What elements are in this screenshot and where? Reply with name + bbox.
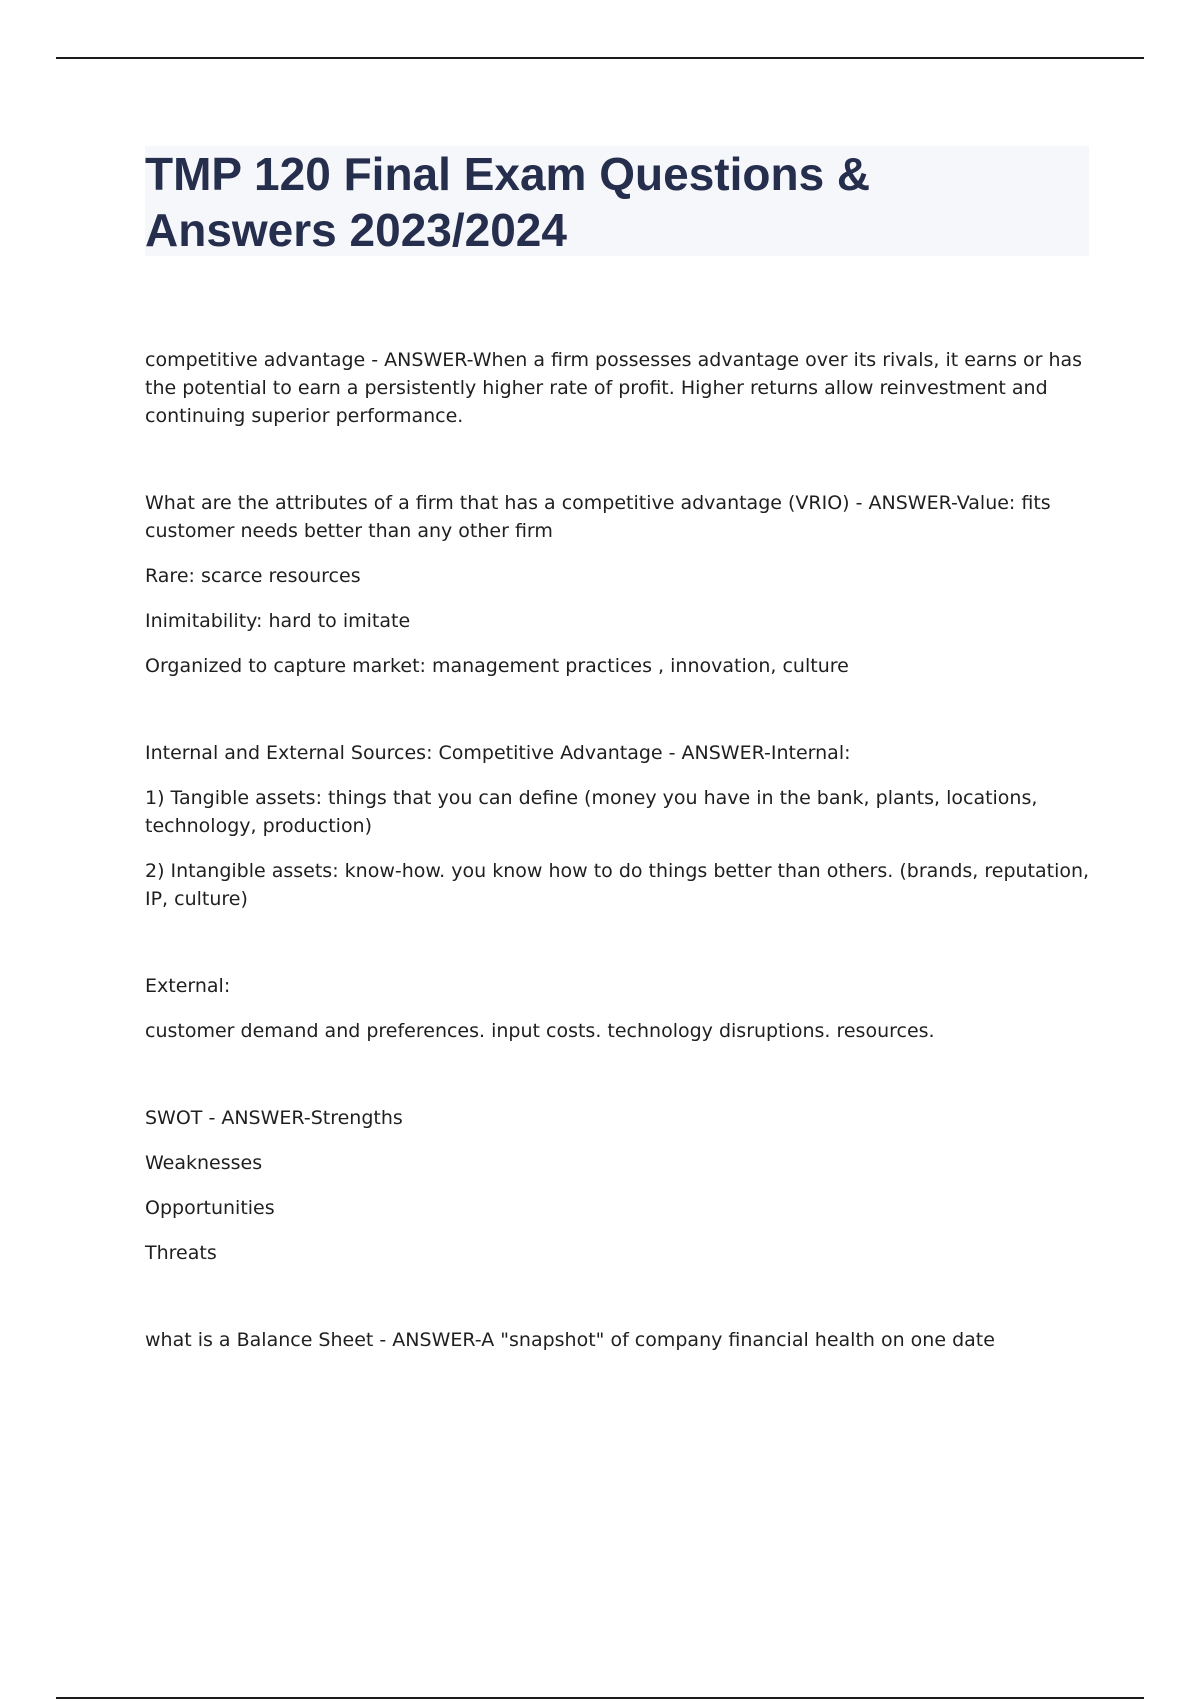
paragraph-threats: Threats — [145, 1242, 217, 1264]
paragraph-inimitability: Inimitability: hard to imitate — [145, 610, 411, 632]
title-block — [145, 146, 1089, 256]
paragraph-rare: Rare: scarce resources — [145, 565, 361, 587]
top-rule — [56, 57, 1144, 59]
paragraph-external-items: customer demand and preferences. input costs. technology disruptions. resources. — [145, 1020, 935, 1042]
paragraph-sources: Internal and External Sources: Competitive Advantage - ANSWER-Internal: — [145, 742, 851, 764]
title-line-1: TMP 120 Final Exam Questions & — [145, 148, 871, 200]
paragraph-opportunities: Opportunities — [145, 1197, 275, 1219]
paragraph-tangible: 1) Tangible assets: things that you can define (money you have in the bank, plants, locations, technology, production) — [145, 787, 1038, 837]
paragraph-competitive-advantage: competitive advantage - ANSWER-When a firm possesses advantage over its rivals, it earns or has the potential to earn a persistently higher rate of profit. Higher returns allow reinvestment and continuing superior performance. — [145, 349, 1083, 427]
paragraph-balance-sheet: what is a Balance Sheet - ANSWER-A "snapshot" of company financial health on one date — [145, 1329, 995, 1351]
paragraph-swot: SWOT - ANSWER-Strengths — [145, 1107, 403, 1129]
paragraph-organized: Organized to capture market: management practices , innovation, culture — [145, 655, 849, 677]
title-line-2: Answers 2023/2024 — [145, 204, 567, 256]
document-body — [145, 346, 1095, 1371]
paragraph-external: External: — [145, 975, 231, 997]
paragraph-vrio: What are the attributes of a firm that has a competitive advantage (VRIO) - ANSWER-Value: fits customer needs better than any other firm — [145, 492, 1051, 542]
bottom-rule — [56, 1697, 1144, 1699]
page-title — [145, 146, 1089, 258]
paragraph-weaknesses: Weaknesses — [145, 1152, 263, 1174]
paragraph-intangible: 2) Intangible assets: know-how. you know how to do things better than others. (brands, reputation, IP, culture) — [145, 860, 1090, 910]
